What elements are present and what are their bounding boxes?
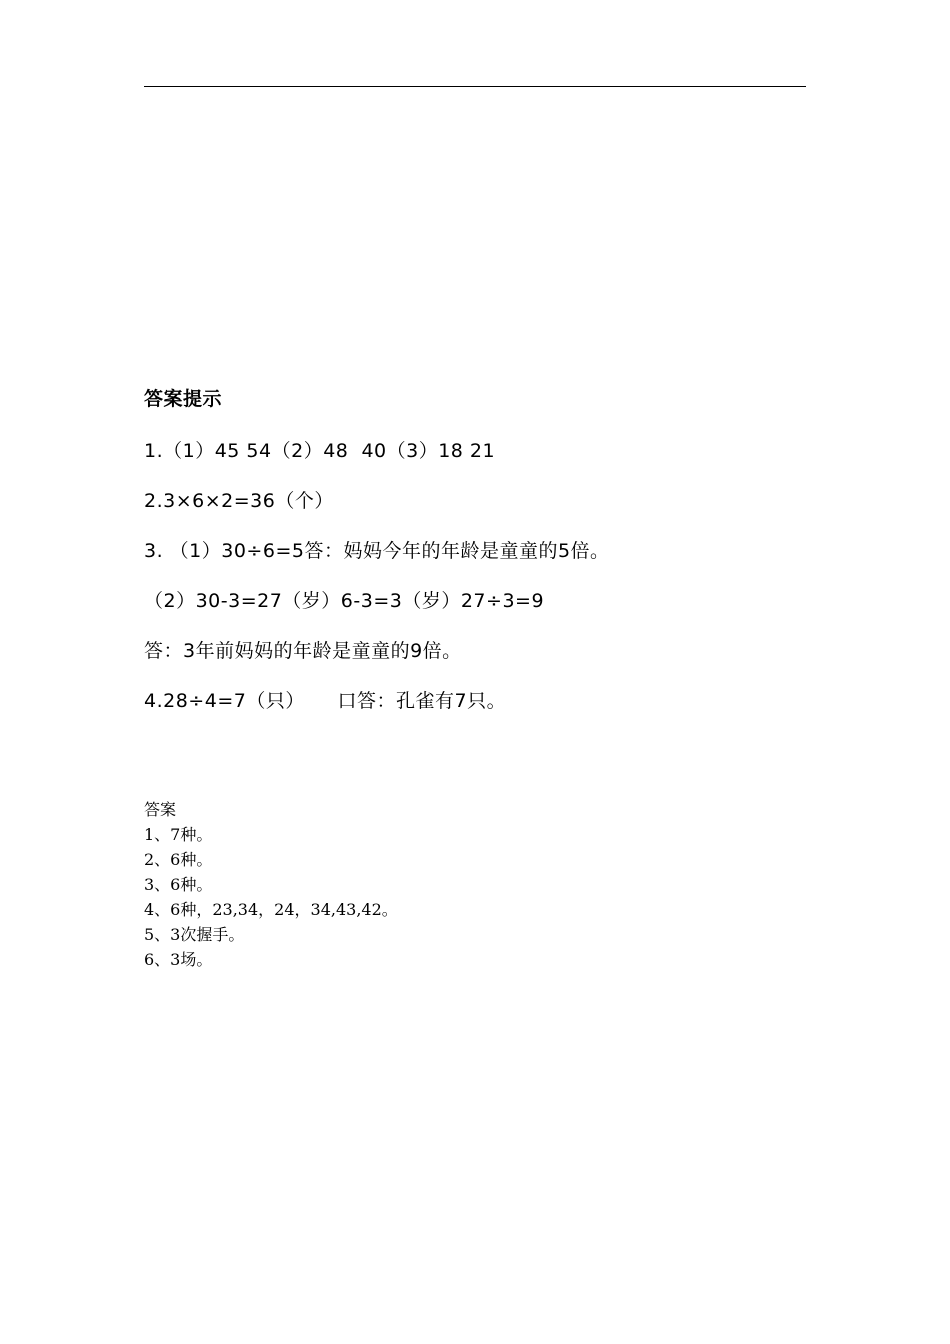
- answer-hints-section: [144, 386, 806, 738]
- answer-line-3: 3、6种。: [144, 875, 213, 894]
- answer-hint-line-1: 1.（1）45 54（2）48 40（3）18 21: [144, 440, 496, 462]
- answer-line-5: 5、3次握手。: [144, 925, 245, 944]
- answers-title: 答案: [144, 800, 177, 819]
- answer-hint-line-5: 答：3年前妈妈的年龄是童童的9倍。: [144, 640, 462, 662]
- header-rule: [144, 86, 806, 87]
- answer-line-4: 4、6种，23,34，24，34,43,42。: [144, 900, 398, 919]
- answer-hints-title: 答案提示: [144, 388, 223, 410]
- answer-line-6: 6、3场。: [144, 950, 213, 969]
- answer-hint-line-3: 3. （1）30÷6=5答：妈妈今年的年龄是童童的5倍。: [144, 540, 610, 562]
- answers-section: [144, 797, 806, 972]
- answer-line-1: 1、7种。: [144, 825, 213, 844]
- answer-hint-line-6: 4.28÷4=7（只） 口答：孔雀有7只。: [144, 690, 507, 712]
- answer-line-2: 2、6种。: [144, 850, 213, 869]
- answer-hint-line-4: （2）30-3=27（岁）6-3=3（岁）27÷3=9: [144, 590, 545, 612]
- answer-hint-line-2: 2.3×6×2=36（个）: [144, 490, 334, 512]
